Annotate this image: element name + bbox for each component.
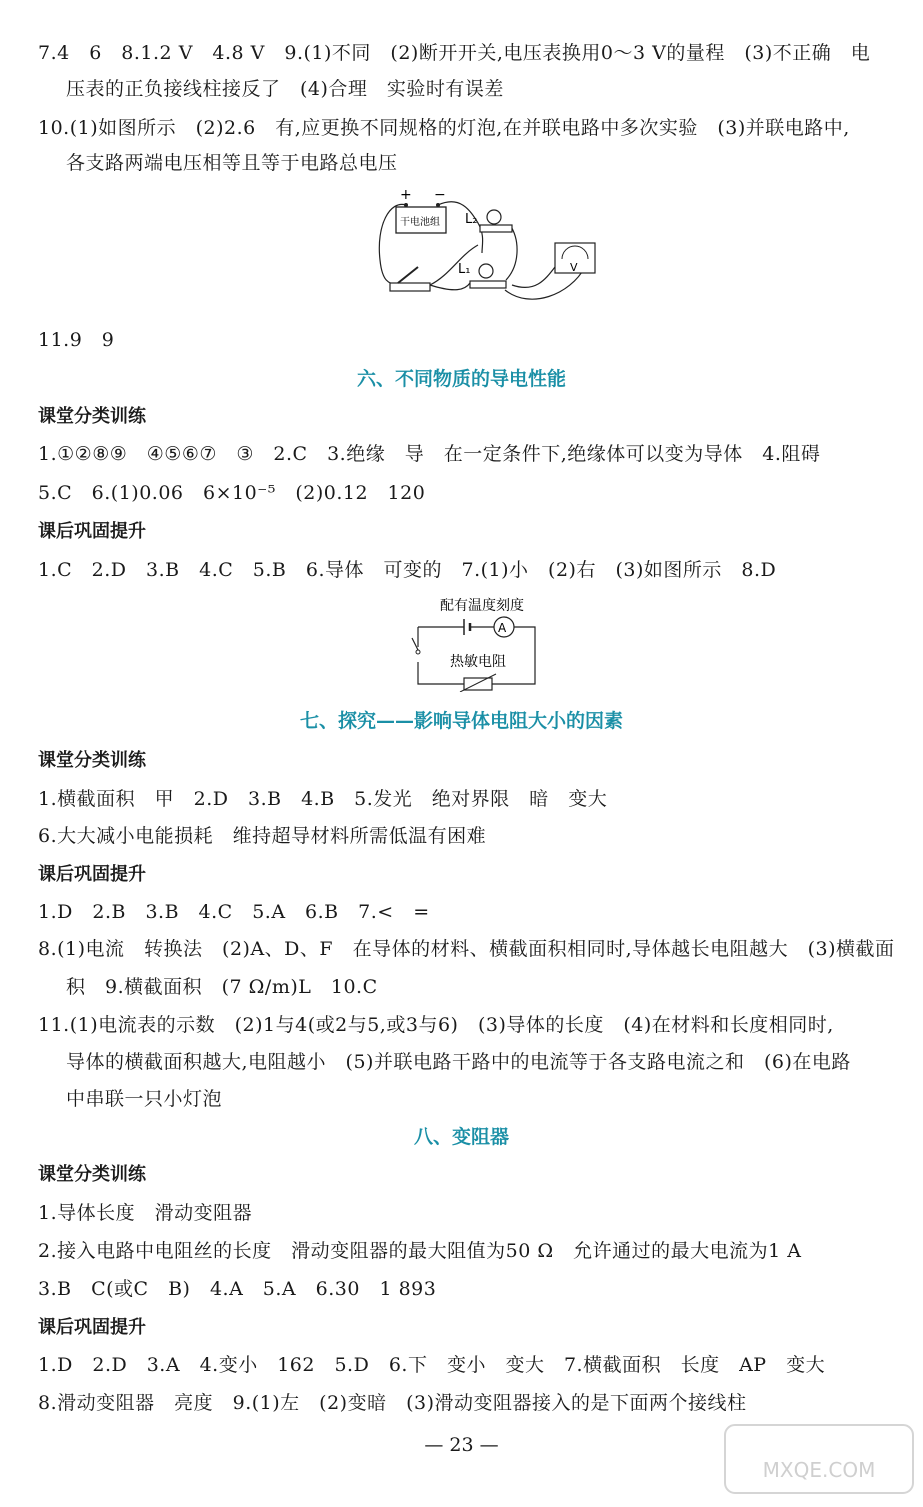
subsection-title: 课后巩固提升 [38,864,146,885]
meter-scale-label: 配有温度刻度 [440,598,524,614]
answer-line: 11.(1)电流表的示数 (2)1与4(或2与5,或3与6) (3)导体的长度 (4)在材料和长度相同时, [38,1014,834,1036]
minus-sign: − [434,187,446,203]
parallel-circuit-figure [370,185,600,310]
plus-sign: + [400,187,412,203]
subsection-title: 课堂分类训练 [38,750,146,771]
watermark-text: MXQE.COM [762,1458,876,1482]
thermistor-circuit-figure [410,592,545,692]
answer-line: 导体的横截面积越大,电阻越小 (5)并联电路干路中的电流等于各支路电流之和 (6)在电路 [66,1051,851,1073]
answer-line: 6.大大减小电能损耗 维持超导材料所需低温有困难 [38,825,487,847]
answer-line: 各支路两端电压相等且等于电路总电压 [66,152,398,174]
bulb-icon [487,210,501,224]
answer-line: 中串联一只小灯泡 [66,1088,223,1110]
switch-symbol [412,638,418,650]
thermistor-label: 热敏电阻 [450,654,506,670]
l1-label: L₁ [458,262,471,277]
bulb-icon [479,264,493,278]
answer-line: 压表的正负接线柱接反了 (4)合理 实验时有误差 [66,78,504,100]
ammeter-label: A [498,621,507,635]
switch [390,283,430,291]
subsection-title: 课堂分类训练 [38,1164,146,1185]
section-title: 六、不同物质的导电性能 [356,368,566,390]
answer-line: 5.C 6.(1)0.06 6×10⁻⁵ (2)0.12 120 [38,482,426,504]
answer-line: 1.导体长度 滑动变阻器 [38,1202,253,1224]
answer-line: 7.4 6 8.1.2 V 4.8 V 9.(1)不同 (2)断开开关,电压表换用0～3 V的量程 (3)不正确 电 [38,42,871,64]
answer-line: 1.C 2.D 3.B 4.C 5.B 6.导体 可变的 7.(1)小 (2)右 (3)如图所示 8.D [38,559,777,581]
page-number: — 23 — [424,1434,499,1456]
answer-line: 1.①②⑧⑨ ④⑤⑥⑦ ③ 2.C 3.绝缘 导 在一定条件下,绝缘体可以变为导体 4.阻碍 [38,443,821,465]
answer-line: 1.D 2.D 3.A 4.变小 162 5.D 6.下 变小 变大 7.横截面积 长度 AP 变大 [38,1354,826,1376]
answer-line: 积 9.横截面积 (7 Ω/m)L 10.C [66,976,378,998]
voltmeter-label: V [570,261,578,274]
watermark-logo [719,1419,919,1503]
answer-line: 8.滑动变阻器 亮度 9.(1)左 (2)变暗 (3)滑动变阻器接入的是下面两个接线柱 [38,1392,747,1414]
answer-line: 3.B C(或C B) 4.A 5.A 6.30 1 893 [38,1278,437,1300]
section-title: 七、探究——影响导体电阻大小的因素 [299,710,623,732]
subsection-title: 课后巩固提升 [38,521,146,542]
battery-label: 干电池组 [400,217,440,228]
answer-line: 8.(1)电流 转换法 (2)A、D、F 在导体的材料、横截面积相同时,导体越长电阻越大 (3)横截面 [38,938,895,960]
answer-line: 10.(1)如图所示 (2)2.6 有,应更换不同规格的灯泡,在并联电路中多次实验 (3)并联电路中, [38,117,850,139]
subsection-title: 课堂分类训练 [38,406,146,427]
answer-line: 2.接入电路中电阻丝的长度 滑动变阻器的最大阻值为50 Ω 允许通过的最大电流为1 A [38,1240,802,1262]
subsection-title: 课后巩固提升 [38,1317,146,1338]
answer-line: 11.9 9 [38,329,115,351]
section-title: 八、变阻器 [413,1126,509,1148]
l2-label: L₂ [465,212,478,227]
answer-line: 1.横截面积 甲 2.D 3.B 4.B 5.发光 绝对界限 暗 变大 [38,788,608,810]
answer-line: 1.D 2.B 3.B 4.C 5.A 6.B 7.< = [38,901,430,923]
